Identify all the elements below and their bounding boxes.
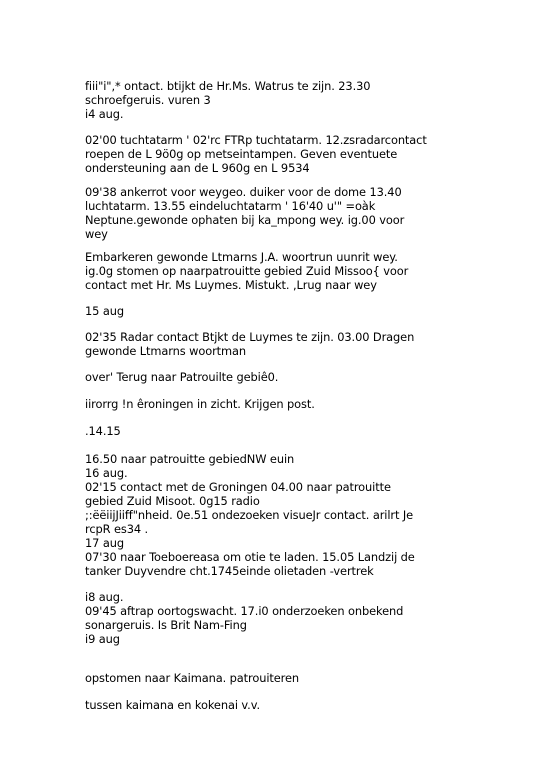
text-line: schroefgeruis. vuren 3 (85, 93, 211, 107)
date-heading: 17 aug (85, 536, 124, 550)
date-heading: 15 aug (85, 304, 124, 318)
text-line: Neptune.gewonde ophaten bij ka_mpong wey. ig.00 voor (85, 213, 405, 227)
text-line: sonargeruis. Is Brit Nam-Fing (85, 618, 247, 632)
date-heading: 16 aug. (85, 466, 128, 480)
text-line: gebied Zuid Misoot. 0g15 radio (85, 494, 260, 508)
text-line: Embarkeren gewonde Ltmarns J.A. woortrun uunrit wey. (85, 250, 398, 264)
text-line: 07'30 naar Toeboereasa om otie te laden. 15.05 Landzij de (85, 550, 415, 564)
text-line: wey (85, 227, 108, 241)
text-line: iirorrg !n êroningen in zicht. Krijgen post. (85, 397, 315, 411)
text-line: tussen kaimana en kokenai v.v. (85, 698, 260, 712)
text-line: rcpR es34 . (85, 522, 149, 536)
text-line: contact met Hr. Ms Luymes. Mistukt. ,Lrug naar wey (85, 278, 377, 292)
text-line: 09'45 aftrap oortogswacht. 17.i0 onderzoeken onbekend (85, 604, 404, 618)
text-line: over' Terug naar Patrouilte gebiê0. (85, 370, 279, 384)
text-line: 16.50 naar patrouitte gebiedNW euin (85, 452, 295, 466)
text-line: ig.0g stomen op naarpatrouitte gebied Zuid Missoo{ voor (85, 264, 409, 278)
text-line: roepen de L 9ö0g op metseintampen. Geven eventuete (85, 147, 398, 161)
text-line: luchtatarm. 13.55 eindeluchtatarm ' 16'40 u'" =oàk (85, 199, 376, 213)
text-line: .14.15 (85, 424, 121, 438)
text-line: fiii"i",* ontact. btijkt de Hr.Ms. Watrus te zijn. 23.30 (85, 79, 371, 93)
text-line: 02'35 Radar contact Btjkt de Luymes te zijn. 03.00 Dragen (85, 330, 415, 344)
date-heading: i9 aug (85, 632, 120, 646)
text-line: i4 aug. (85, 107, 124, 121)
text-line: tanker Duyvendre cht.1745einde olietaden -vertrek (85, 564, 374, 578)
text-line: 09'38 ankerrot voor weygeo. duiker voor de dome 13.40 (85, 185, 402, 199)
text-line: ;:ëëiijJiiff"nheid. 0e.51 ondezoeken visueJr contact. arilrt Je (85, 508, 414, 522)
text-line: 02'00 tuchtatarm ' 02'rc FTRp tuchtatarm. 12.zsradarcontact (85, 133, 427, 147)
text-line: ondersteuning aan de L 960g en L 9534 (85, 161, 310, 175)
text-line: gewonde Ltmarns woortman (85, 344, 247, 358)
text-line: opstomen naar Kaimana. patrouiteren (85, 671, 300, 685)
date-heading: i8 aug. (85, 590, 124, 604)
text-line: 02'15 contact met de Groningen 04.00 naar patrouitte (85, 480, 391, 494)
